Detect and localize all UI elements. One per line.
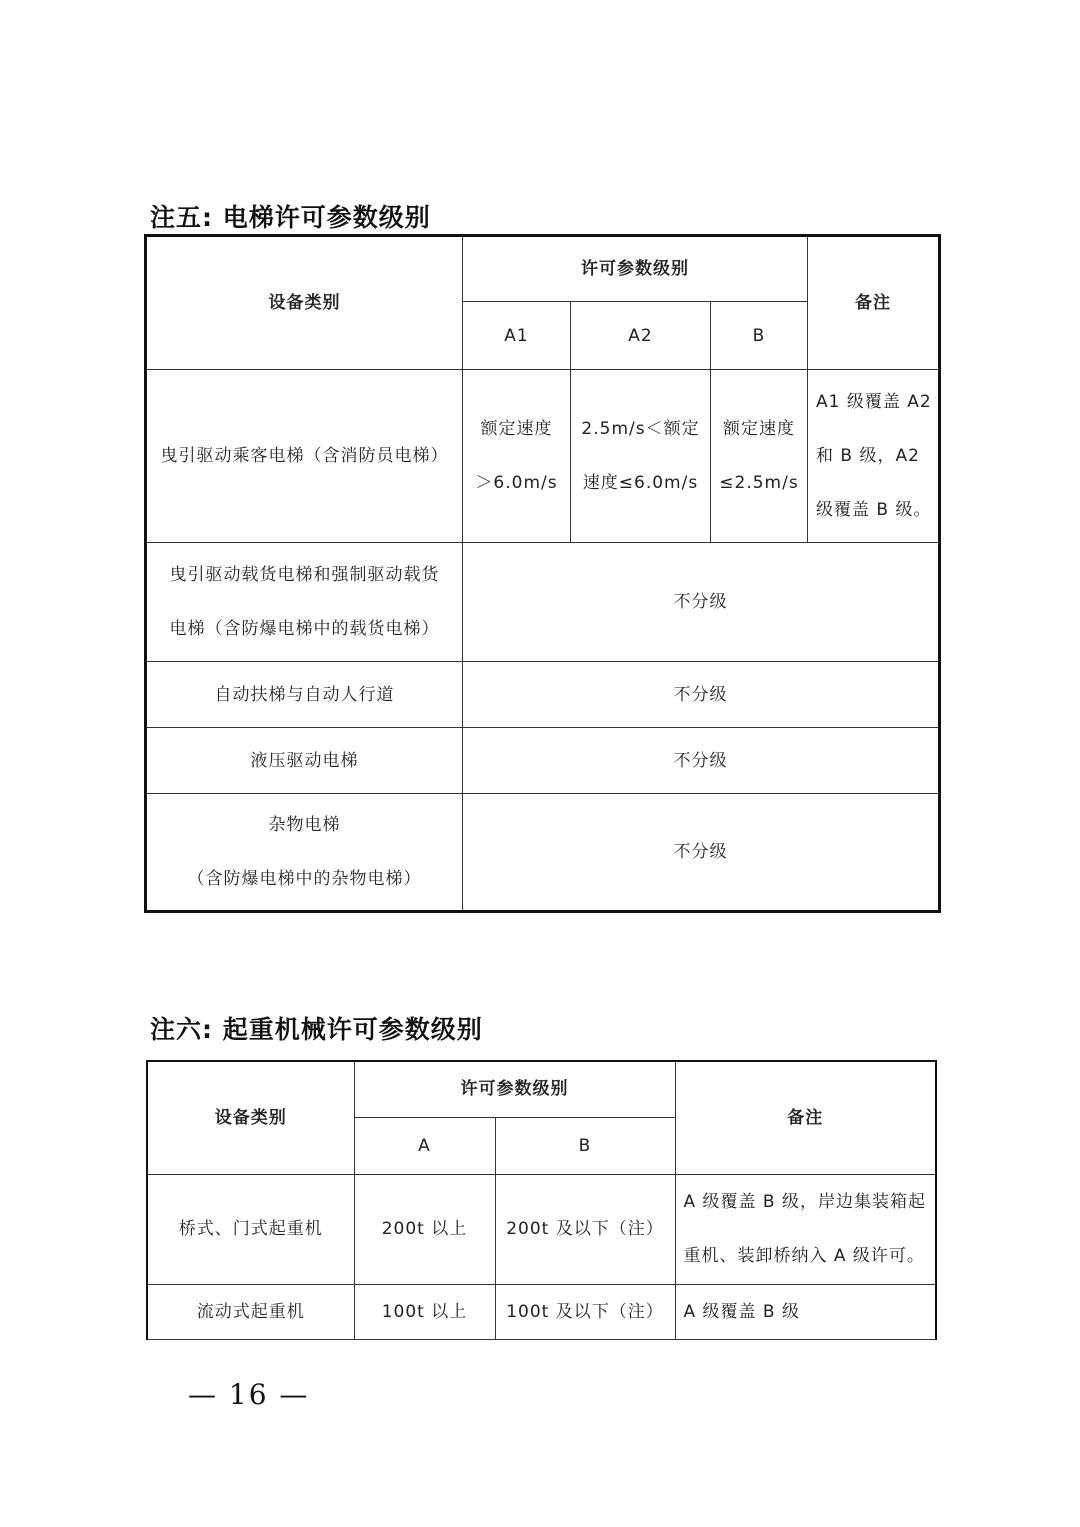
remark-cell	[808, 370, 940, 543]
header-b: B	[711, 302, 808, 370]
level-cell: 不分级	[463, 728, 940, 794]
category-cell: 自动扶梯与自动人行道	[146, 662, 463, 728]
cell-line: （含防爆电梯中的杂物电梯）	[187, 869, 422, 889]
header-a2: A2	[571, 302, 711, 370]
note6-title: 注六: 起重机械许可参数级别	[150, 1015, 483, 1044]
level-a1-cell	[463, 370, 571, 543]
table-header-row	[147, 1061, 936, 1117]
cell-line: ＞6.0m/s	[475, 473, 558, 493]
level-b-cell: 100t 及以下（注）	[495, 1284, 675, 1339]
category-cell: 液压驱动电梯	[146, 728, 463, 794]
category-cell	[146, 543, 463, 662]
note5-title: 注五: 电梯许可参数级别	[150, 203, 431, 232]
cell-line: A 级覆盖 B 级，岸边集装箱起	[683, 1192, 927, 1212]
header-remark: 备注	[808, 236, 940, 370]
elevator-permit-table	[144, 234, 941, 913]
category-cell: 桥式、门式起重机	[147, 1174, 354, 1284]
level-a-cell: 200t 以上	[354, 1174, 495, 1284]
level-b-cell: 200t 及以下（注）	[495, 1174, 675, 1284]
cell-line: 杂物电梯	[268, 815, 341, 835]
table-row	[146, 370, 940, 543]
page-number: — 16 —	[188, 1378, 310, 1411]
header-remark: 备注	[675, 1061, 936, 1174]
cell-line: 曳引驱动载货电梯和强制驱动载货	[169, 565, 440, 585]
level-cell: 不分级	[463, 662, 940, 728]
crane-permit-table	[146, 1060, 937, 1340]
table-row	[147, 1284, 936, 1339]
header-a: A	[354, 1117, 495, 1174]
header-levels: 许可参数级别	[354, 1061, 675, 1117]
table-row	[146, 543, 940, 662]
remark-cell: A 级覆盖 B 级	[675, 1284, 936, 1339]
level-b-cell	[711, 370, 808, 543]
category-cell: 流动式起重机	[147, 1284, 354, 1339]
cell-line: A1 级覆盖 A2	[816, 392, 932, 412]
header-a1: A1	[463, 302, 571, 370]
table-row	[146, 728, 940, 794]
cell-line: 速度≤6.0m/s	[582, 473, 699, 493]
table-header-row	[146, 236, 940, 302]
header-category: 设备类别	[146, 236, 463, 370]
remark-cell	[675, 1174, 936, 1284]
cell-line: 额定速度	[480, 419, 553, 439]
level-cell: 不分级	[463, 543, 940, 662]
cell-line: 额定速度	[723, 419, 795, 439]
header-levels: 许可参数级别	[463, 236, 808, 302]
category-cell	[146, 794, 463, 912]
cell-line: 2.5m/s＜额定	[581, 419, 700, 439]
header-b: B	[495, 1117, 675, 1174]
table-row	[146, 662, 940, 728]
cell-line: 重机、装卸桥纳入 A 级许可。	[683, 1246, 925, 1266]
table-row	[146, 794, 940, 912]
cell-line: 级覆盖 B 级。	[816, 500, 932, 520]
table-row	[147, 1174, 936, 1284]
cell-line: 电梯（含防爆电梯中的载货电梯）	[169, 619, 440, 639]
cell-line: 和 B 级，A2	[816, 446, 920, 466]
level-a-cell: 100t 以上	[354, 1284, 495, 1339]
header-category: 设备类别	[147, 1061, 354, 1174]
category-cell: 曳引驱动乘客电梯（含消防员电梯）	[146, 370, 463, 543]
cell-line: ≤2.5m/s	[719, 473, 799, 493]
level-a2-cell	[571, 370, 711, 543]
level-cell: 不分级	[463, 794, 940, 912]
